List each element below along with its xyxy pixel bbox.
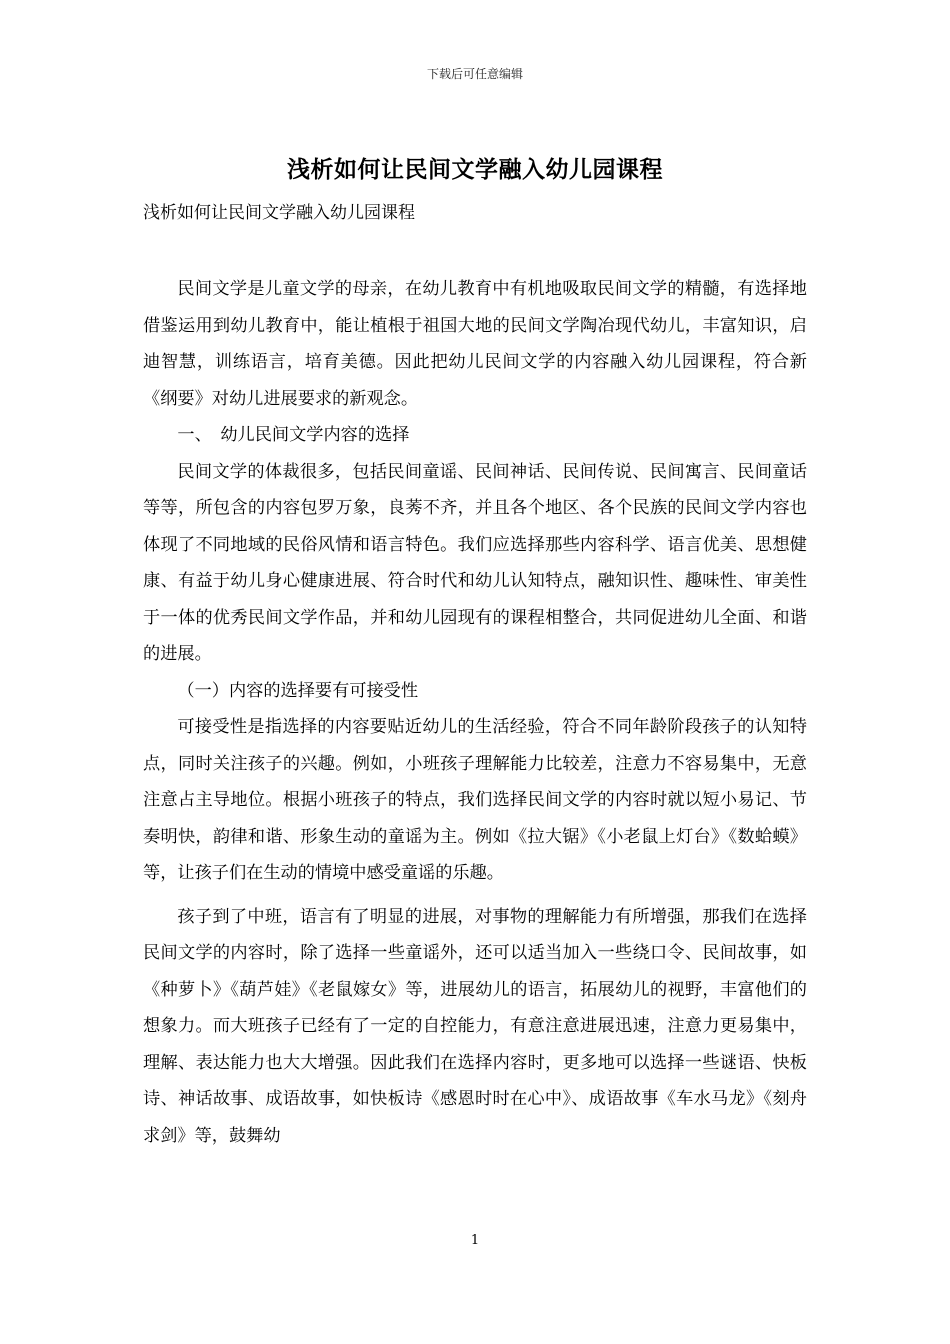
paragraph-middle-class: 孩子到了中班，语言有了明显的进展，对事物的理解能力有所增强，那我们在选择民间文学的内容时，除了选择一些童谣外，还可以适当加入一些绕口令、民间故事，如《种萝卜》《葫芦娃》《老鼠嫁女》等，进展幼儿的语言，拓展幼儿的视野，丰富他们的想象力。而大班孩子已经有了一定的自控能力，有意注意进展迅速，注意力更易集中，理解、表达能力也大大增强。因此我们在选择内容时，更多地可以选择一些谜语、快板诗、神话故事、成语故事，如快板诗《感恩时时在心中》、成语故事《车水马龙》《刻舟求剑》等，鼓舞幼 — [143, 906, 807, 1146]
paragraph-intro: 民间文学是儿童文学的母亲，在幼儿教育中有机地吸取民间文学的精髓，有选择地借鉴运用到幼儿教育中，能让植根于祖国大地的民间文学陶冶现代幼儿，丰富知识，启迪智慧，训练语言，培育美德。因此把幼儿民间文学的内容融入幼儿园课程，符合新《纲要》对幼儿进展要求的新观念。 — [143, 279, 807, 409]
page-header: 下载后可任意编辑 — [426, 67, 523, 81]
document-subtitle: 浅析如何让民间文学融入幼儿园课程 — [143, 203, 415, 223]
subsection-heading-1: （一）内容的选择要有可接受性 — [177, 680, 419, 701]
document-body — [143, 271, 807, 1154]
paragraph-genres: 民间文学的体裁很多，包括民间童谣、民间神话、民间传说、民间寓言、民间童话等等，所包含的内容包罗万象，良莠不齐，并且各个地区、各个民族的民间文学内容也体现了不同地域的民俗风情和语言特色。我们应选择那些内容科学、语言优美、思想健康、有益于幼儿身心健康进展、符合时代和幼儿认知特点，融知识性、趣味性、审美性于一体的优秀民间文学作品，并和幼儿园现有的课程相整合，共同促进幼儿全面、和谐的进展。 — [143, 461, 807, 664]
section-heading-1: 一、 幼儿民间文学内容的选择 — [177, 425, 410, 445]
page-number: 1 — [470, 1233, 480, 1248]
document-title: 浅析如何让民间文学融入幼儿园课程 — [287, 156, 663, 183]
paragraph-acceptability: 可接受性是指选择的内容要贴近幼儿的生活经验，符合不同年龄阶段孩子的认知特点，同时关注孩子的兴趣。例如，小班孩子理解能力比较差，注意力不容易集中，无意注意占主导地位。根据小班孩子的特点，我们选择民间文学的内容时就以短小易记、节奏明快，韵律和谐、形象生动的童谣为主。例如《拉大锯》《小老鼠上灯台》《数蛤蟆》等，让孩子们在生动的情境中感受童谣的乐趣。 — [143, 717, 807, 883]
